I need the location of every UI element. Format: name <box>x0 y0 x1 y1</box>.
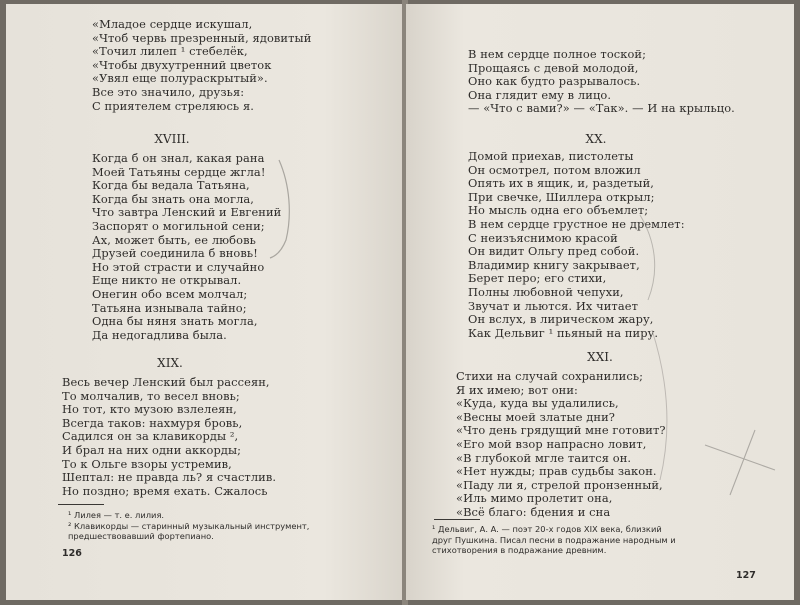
verse-line: Весь вечер Ленский был рассеян, <box>62 375 270 389</box>
right-stanza-xxi <box>456 370 666 520</box>
verse-line: В нем сердце грустное не дремлет: <box>468 216 685 231</box>
verse-line: Но тот, кто музою взлелеян, <box>62 402 237 417</box>
verse-line: Но поздно; время ехать. Сжалось <box>62 483 268 498</box>
verse-line: «Весны моей златые дни? <box>456 409 615 424</box>
footnote-line: ² Клавикорды — старинный музыкальный инструмент, <box>68 520 310 531</box>
verse-line: «Младое сердце искушал, <box>92 17 253 31</box>
verse-line: С неизъяснимою красой <box>468 230 618 245</box>
verse-line: Но этой страсти и случайно <box>92 259 265 274</box>
verse-line: Она глядит ему в лицо. <box>468 87 612 102</box>
right-footnotes <box>432 524 676 556</box>
verse-line: То к Ольге взоры устремив, <box>62 456 232 471</box>
footnote-rule <box>434 519 480 520</box>
verse-line: Стихи на случай сохранились; <box>456 369 644 383</box>
footnote-line: стихотворения в подражание древним. <box>432 545 607 555</box>
verse-line: Еще никто не открывал. <box>92 273 242 288</box>
left-stanza-top <box>92 18 311 113</box>
verse-line: Владимир книгу закрывает, <box>468 257 640 272</box>
stanza-heading-xix: XIX. <box>157 356 183 370</box>
verse-line: Шептал: не правда ль? я счастлив. <box>62 470 277 485</box>
verse-line: «Что день грядущий мне готовит? <box>456 423 666 438</box>
verse-line: Да недогадлива была. <box>92 327 227 342</box>
verse-line: «Всё благо: бдения и сна <box>456 504 611 519</box>
verse-line: Он осмотрел, потом вложил <box>468 162 641 177</box>
verse-line: Заспорят о могильной сени; <box>92 218 265 233</box>
verse-line: Онегин обо всем молчал; <box>92 286 248 301</box>
stanza-heading-xxi: XXI. <box>587 350 613 364</box>
page-number-right: 127 <box>736 570 756 581</box>
left-stanza-xix <box>62 376 276 498</box>
footnote-line: предшествовавший фортепиано. <box>68 531 214 541</box>
verse-line: «Чтоб червь презренный, ядовитый <box>92 30 312 45</box>
verse-line: Садился он за клавикорды ², <box>62 429 239 444</box>
verse-line: Он видит Ольгу пред собой. <box>468 244 640 259</box>
stanza-heading-xx: XX. <box>585 132 607 146</box>
verse-line: «Точил лилеп ¹ стебелёк, <box>92 44 248 59</box>
verse-line: «Паду ли я, стрелой пронзенный, <box>456 477 663 492</box>
verse-line: Домой приехав, пистолеты <box>468 149 634 163</box>
verse-line: «В глубокой мгле таится он. <box>456 450 632 465</box>
verse-line: Опять их в ящик, и, раздетый, <box>468 176 655 191</box>
verse-line: «Куда, куда вы удалились, <box>456 396 619 411</box>
verse-line: — «Что с вами?» — «Так». — И на крыльцо. <box>468 101 735 116</box>
right-stanza-xx <box>468 150 685 340</box>
verse-line: «Нет нужды; прав судьбы закон. <box>456 464 657 479</box>
verse-line: «Чтобы двухутренний цветок <box>92 57 272 72</box>
footnote-line: ¹ Лилея — т. е. лилия. <box>68 510 165 520</box>
verse-line: Полны любовной чепухи, <box>468 284 624 299</box>
verse-line: Друзей соединила б вновь! <box>92 246 258 261</box>
verse-line: «Увял еще полураскрытый». <box>92 71 268 86</box>
verse-line: Он вслух, в лирическом жару, <box>468 312 654 327</box>
verse-line: Все это значило, друзья: <box>92 84 245 99</box>
left-page <box>6 4 404 600</box>
verse-line: Я их имею; вот они: <box>456 382 578 397</box>
verse-line: Одна бы няня знать могла, <box>92 314 258 329</box>
verse-line: С приятелем стреляюсь я. <box>92 98 254 113</box>
verse-line: И брал на них одни аккорды; <box>62 442 242 457</box>
verse-line: Что завтра Ленский и Евгений <box>92 205 282 220</box>
footnote-line: друг Пушкина. Писал песни в подражание народным и <box>432 534 676 545</box>
verse-line: При свечке, Шиллера открыл; <box>468 189 655 204</box>
verse-line: Берет перо; его стихи, <box>468 271 607 286</box>
left-footnotes <box>68 510 309 542</box>
verse-line: Как Дельвиг ¹ пьяный на пиру. <box>468 325 659 340</box>
verse-line: «Его мой взор напрасно ловит, <box>456 436 647 451</box>
footnote-line: ¹ Дельвиг, А. А. — поэт 20-х годов XIX века, близкий <box>432 524 662 534</box>
verse-line: То молчалив, то весел вновь; <box>62 388 240 403</box>
stanza-heading-xviii: XVIII. <box>154 132 190 146</box>
verse-line: Татьяна изнывала тайно; <box>92 300 247 315</box>
verse-line: Когда бы знать она могла, <box>92 191 255 206</box>
verse-line: Но мысль одна его объемлет; <box>468 203 649 218</box>
verse-line: Всегда таков: нахмуря бровь, <box>62 415 243 430</box>
right-page <box>406 4 794 600</box>
right-stanza-top <box>468 48 735 116</box>
left-stanza-xviii <box>92 152 281 342</box>
verse-line: Звучат и льются. Их читает <box>468 298 638 313</box>
verse-line: Моей Татьяны сердце жгла! <box>92 164 266 179</box>
verse-line: Прощаясь с девой молодой, <box>468 60 639 75</box>
verse-line: В нем сердце полное тоской; <box>468 47 647 61</box>
verse-line: Когда б он знал, какая рана <box>92 151 265 165</box>
verse-line: Ах, может быть, ее любовь <box>92 232 256 247</box>
page-number-left: 126 <box>62 548 82 559</box>
verse-line: Оно как будто разрывалось. <box>468 74 641 89</box>
verse-line: Когда бы ведала Татьяна, <box>92 178 250 193</box>
footnote-rule <box>58 504 104 505</box>
verse-line: «Иль мимо пролетит она, <box>456 491 613 506</box>
